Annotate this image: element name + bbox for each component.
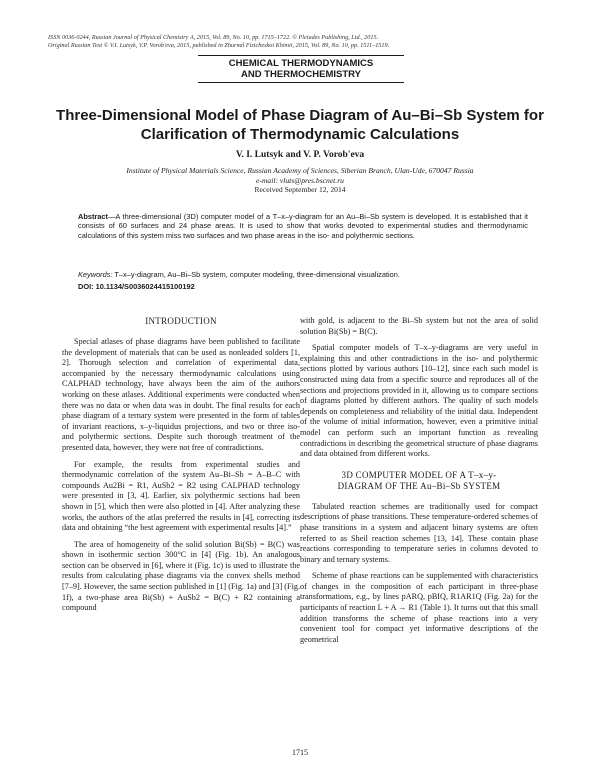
model-heading-line1: 3D COMPUTER MODEL OF A T–x–y- <box>341 469 497 480</box>
affiliation-block <box>40 166 560 195</box>
keywords-label: Keywords: <box>78 270 113 279</box>
doi-value: 10.1134/S0036024415100192 <box>93 282 195 291</box>
section-rule-top <box>198 55 404 56</box>
continued-paragraph: with gold, is adjacent to the Bi–Sb system but not the area of solid solution Bi(Sb) = B(C). <box>300 316 538 336</box>
model-heading-line2: DIAGRAM OF THE Au–Bi–Sb SYSTEM <box>337 480 501 491</box>
right-column <box>300 316 538 651</box>
issn-line: ISSN 0036-0244, Russian Journal of Physical Chemistry A, 2015, Vol. 89, No. 10, pp. 1715–1722. © Pleiades Publishing, Ltd., 2015. <box>48 34 379 41</box>
page-number: 1715 <box>292 748 308 757</box>
introduction-heading: INTRODUCTION <box>145 316 217 326</box>
keywords <box>78 270 528 279</box>
section-heading-line2: AND THERMOCHEMISTRY <box>241 69 361 80</box>
abstract <box>78 212 528 240</box>
email: e-mail: vluts@pres.bscnet.ru <box>256 175 344 185</box>
keywords-text: T–x–y-diagram, Au–Bi–Sb system, computer modeling, three-dimensional visualization. <box>112 270 400 279</box>
original-text-line: Original Russian Text © V.I. Lutsyk, V.P. Vorob'eva, 2015, published in Zhurnal Fizicheskoi Khimii, 2015, Vol. 89, No. 10, pp. 1511–1519. <box>48 42 390 49</box>
model-section-heading <box>300 470 538 492</box>
received-date: Received September 12, 2014 <box>254 185 346 194</box>
paper-title: Three-Dimensional Model of Phase Diagram of Au–Bi–Sb System for Clarification of Thermodynamic Calculations <box>56 107 544 143</box>
affiliation: Institute of Physical Materials Science, Russian Academy of Sciences, Siberian Branch, Ulan-Ude, 670047 Russia <box>126 166 474 175</box>
section-heading <box>196 58 406 80</box>
reactions-paragraph: Scheme of phase reactions can be supplemented with characteristics of changes in the composition of each participant in three-phase transformations, e.g., by lines pARQ, pBIQ, R1AR1Q (Fig. 2a) for the participants of reaction L + A → R1 (Table 1). It turns out that this small addition transforms the scheme of phase reactions into a very convenient tool for compact yet informative descriptions of the geometrical <box>300 571 538 644</box>
abstract-label: Abstract <box>78 212 108 221</box>
intro-paragraph-3: The area of homogeneity of the solid solution Bi(Sb) = B(C) was shown in isothermic section 300°C in [4] (Fig. 1b). An analogous section can be observed in [6], where it (Fig. 1c) is used to illustrate the results from calculating phase diagrams via the convex shells method [7–9]. However, the same section published in [1] (Fig. 1a) and [3] (Fig. 1f), a two-phase area Bi(Sb) + AuSb2 = B(C) + R2 containing a compound <box>62 539 300 613</box>
section-rule-bottom <box>198 82 404 83</box>
doi-label: DOI: <box>78 282 94 291</box>
authors: V. I. Lutsyk and V. P. Vorob'eva <box>235 150 365 160</box>
abstract-text: —A three-dimensional (3D) computer model of a T–x–y-diagram for an Au–Bi–Sb system is developed. It is established that it consists of 60 surfaces and 24 phase areas. It is used to show that works devoted to experimental studies and thermodynamic calculations of this system miss two surfaces and two phase areas in the iso- and polythermic sections. <box>78 212 528 240</box>
models-paragraph: Spatial computer models of T–x–y-diagrams are very useful in explaining this and other contradictions in the iso- and polythermic sections plotted by various authors [10–12], since each such model is constructed using data from a specific source and reproduces all of the sections and projections provided in it, allowing us to compare sections of diagrams plotted by different authors. The quality of such models depends on completeness and reliability of the initial data. Independent of the volume of initial information, however, even a primitive initial model can perform such an important function as revealing contradictions in describing the geometrical structure of phase diagrams and data obtained from different works. <box>300 343 538 459</box>
intro-paragraph-1: Special atlases of phase diagrams have been published to facilitate the development of materials that can be used as nonleaded solders [1, 2]. Thorough selection and correlation of experimental data, accompanied by the necessary thermodynamic calculations using CALPHAD technology, have always been the aim of the authors working on these atlases. Additional experiments were conducted when there was no data or when data was in doubt. The final results for each phase diagram of a ternary system were presented in the form of tables of invariant reactions, x–y-liquidus projections, and two or three iso- and polythermic sections. Despite such thorough treatment of the presented data, however, they were not free of contradictions. <box>62 337 300 452</box>
intro-paragraph-2: For example, the results from experimental studies and thermodynamic correlation of the system Au–Bi–Sb = A–B–C with compounds Au2Bi = R1, AuSb2 = R2 using CALPHAD technology were presented in [3, 4]. Earlier, six polythermic sections had been shown in [5], which then were also plotted in [4]. After analyzing these works, the authors of the atlas preferred the results in [4], correcting its data and obtaining “the best agreement with experimental results [4].” <box>62 459 300 533</box>
left-column <box>62 316 300 620</box>
section-heading-line1: CHEMICAL THERMODYNAMICS <box>228 58 374 69</box>
doi <box>78 282 528 291</box>
journal-header <box>48 34 568 50</box>
schemes-paragraph: Tabulated reaction schemes are traditionally used for compact descriptions of phase transitions. These temperature-ordered schemes of phase transitions in a system and adjacent binary systems are often referred to as Sheil reaction schemes [13, 14]. These contain phase reactions corresponding to temperature series in columns devoted to binary and ternary systems. <box>300 501 538 564</box>
